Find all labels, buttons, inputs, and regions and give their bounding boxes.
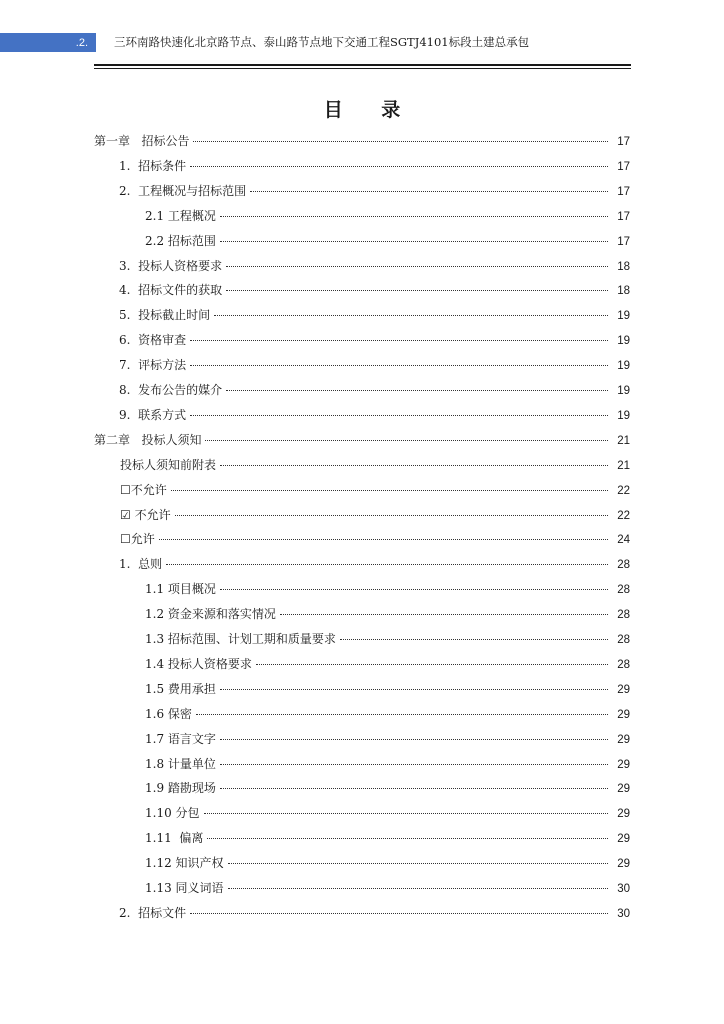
- toc-entry-label: 3. 投标人资格要求: [119, 258, 223, 273]
- toc-dot-leader: [175, 515, 608, 516]
- toc-dot-leader: [220, 241, 608, 242]
- toc-dot-leader: [214, 315, 608, 316]
- toc-entry[interactable]: [0, 132, 724, 157]
- toc-entry[interactable]: [0, 431, 724, 456]
- toc-dot-leader: [280, 614, 608, 615]
- toc-entry-label: 1.2 资金来源和落实情况: [145, 607, 276, 622]
- toc-dot-leader: [190, 913, 608, 914]
- toc-entry-label: 1.3 招标范围、计划工期和质量要求: [145, 632, 336, 646]
- page-number: .2.: [75, 36, 88, 49]
- toc-entry[interactable]: [0, 506, 724, 531]
- toc-entry[interactable]: [0, 655, 724, 680]
- toc-entry-page: 24: [617, 534, 630, 547]
- toc-entry-label: 1.10 分包: [145, 806, 200, 821]
- toc-entry-page: 28: [617, 658, 630, 671]
- toc-entry[interactable]: [0, 530, 724, 555]
- toc-dot-leader: [340, 639, 608, 640]
- toc-entry-label: 第二章 投标人须知: [94, 432, 202, 447]
- toc-entry-page: 18: [617, 260, 630, 273]
- toc-entry-page: 17: [617, 185, 630, 198]
- toc-entry-label: 1.1 项目概况: [145, 582, 216, 597]
- toc-dot-leader: [166, 564, 608, 565]
- toc-dot-leader: [190, 365, 608, 366]
- toc-entry-label: 5. 投标截止时间: [119, 308, 211, 323]
- toc-dot-leader: [228, 888, 608, 889]
- toc-entry-page: 19: [617, 335, 630, 348]
- toc-entry-page: 29: [617, 733, 630, 746]
- toc-entry[interactable]: [0, 555, 724, 580]
- toc-entry-page: 22: [617, 509, 630, 522]
- toc-entry[interactable]: [0, 257, 724, 282]
- toc-entry[interactable]: [0, 481, 724, 506]
- toc-entry-label: 4. 招标文件的获取: [119, 283, 223, 298]
- toc-title: 目 录: [323, 99, 417, 121]
- toc-entry-page: 29: [617, 833, 630, 846]
- toc-dot-leader: [190, 166, 608, 167]
- toc-entry-label: ☑ 不允许: [120, 507, 171, 522]
- toc-dot-leader: [207, 838, 608, 839]
- toc-entry-page: 30: [617, 883, 630, 895]
- toc-entry-label: 7. 评标方法: [119, 358, 187, 373]
- toc-entry-label: 2. 招标文件: [119, 905, 187, 920]
- header-rule-thick: [94, 64, 631, 66]
- toc-entry-page: 21: [617, 459, 630, 472]
- toc-entry[interactable]: [0, 779, 724, 804]
- toc-entry-label: 1.13 同义词语: [145, 881, 224, 895]
- toc-entry-page: 18: [617, 285, 630, 298]
- toc-entry-label: 投标人须知前附表: [120, 457, 217, 472]
- toc-entry-label: 1. 总则: [119, 557, 163, 572]
- toc-entry-label: 1.8 计量单位: [145, 756, 216, 771]
- toc-entry[interactable]: [0, 879, 724, 904]
- toc-entry-page: 29: [617, 708, 630, 721]
- toc-entry[interactable]: [0, 331, 724, 356]
- toc-dot-leader: [190, 415, 608, 416]
- toc-dot-leader: [220, 689, 608, 690]
- toc-entry-label: 1.5 费用承担: [145, 681, 216, 696]
- toc-entry-page: 22: [617, 484, 630, 497]
- toc-dot-leader: [159, 539, 608, 540]
- toc-dot-leader: [250, 191, 608, 192]
- toc-entry[interactable]: [0, 755, 724, 780]
- toc-entry-page: 19: [617, 385, 630, 397]
- toc-entry-label: 1.6 保密: [145, 706, 192, 721]
- toc-entry-page: 17: [617, 136, 630, 148]
- page-number-tab: [0, 33, 96, 52]
- toc-entry-label: 8. 发布公告的媒介: [119, 383, 223, 397]
- toc-entry[interactable]: [0, 281, 724, 306]
- toc-entry[interactable]: [0, 381, 724, 406]
- toc-entry[interactable]: [0, 730, 724, 755]
- header-rule-thin: [94, 68, 631, 69]
- toc-dot-leader: [256, 664, 608, 665]
- toc-entry-page: 29: [617, 808, 630, 821]
- toc-entry-page: 21: [617, 434, 630, 447]
- toc-dot-leader: [228, 863, 608, 864]
- toc-dot-leader: [190, 340, 608, 341]
- toc-entry[interactable]: [0, 804, 724, 829]
- toc-dot-leader: [226, 390, 608, 391]
- toc-entry-label: 1.7 语言文字: [145, 731, 216, 746]
- toc-entry-page: 17: [617, 210, 630, 223]
- toc-entry-label: 1.12 知识产权: [145, 856, 224, 871]
- toc-entry[interactable]: [0, 182, 724, 207]
- toc-entry[interactable]: [0, 306, 724, 331]
- toc-entry-page: 17: [617, 235, 630, 248]
- toc-entry[interactable]: [0, 680, 724, 705]
- toc-entry[interactable]: [0, 207, 724, 232]
- toc-entry[interactable]: [0, 456, 724, 481]
- toc-entry[interactable]: [0, 605, 724, 630]
- toc-dot-leader: [171, 490, 608, 491]
- toc-entry-page: 28: [617, 634, 630, 646]
- toc-dot-leader: [220, 739, 608, 740]
- toc-entry-page: 28: [617, 559, 630, 572]
- toc-dot-leader: [220, 465, 608, 466]
- toc-entry-label: ☐不允许: [120, 482, 167, 497]
- toc-entry-label: 2.1 工程概况: [145, 208, 216, 223]
- toc-entry[interactable]: [0, 406, 724, 431]
- toc-dot-leader: [220, 589, 608, 590]
- toc-entry[interactable]: [0, 705, 724, 730]
- toc-entry-label: 第一章 招标公告: [94, 134, 190, 148]
- toc-dot-leader: [204, 813, 608, 814]
- toc-dot-leader: [226, 290, 608, 291]
- toc-entry[interactable]: [0, 232, 724, 257]
- header-title: 三环南路快速化北京路节点、泰山路节点地下交通工程SGTJ4101标段土建总承包: [114, 35, 530, 49]
- toc-entry-label: 2.2 招标范围: [145, 233, 216, 248]
- toc-entry[interactable]: [0, 630, 724, 655]
- toc-entry[interactable]: [0, 829, 724, 854]
- toc-entry-page: 29: [617, 683, 630, 696]
- toc-entry-page: 30: [617, 907, 630, 920]
- toc-dot-leader: [220, 788, 608, 789]
- toc-entry-page: 19: [617, 310, 630, 323]
- toc-entry-page: 28: [617, 584, 630, 597]
- toc-entry-label: 1.9 踏勘现场: [145, 781, 216, 796]
- toc-entry-page: 17: [617, 160, 630, 173]
- toc-dot-leader: [220, 764, 608, 765]
- toc-entry-page: 19: [617, 360, 630, 373]
- toc-entry[interactable]: [0, 854, 724, 879]
- toc-entry-label: 1. 招标条件: [119, 158, 187, 173]
- toc-entry-page: 19: [617, 409, 630, 422]
- toc-entry-page: 28: [617, 609, 630, 622]
- toc-dot-leader: [196, 714, 608, 715]
- toc-entry[interactable]: [0, 580, 724, 605]
- toc-dot-leader: [205, 440, 608, 441]
- toc-entry-label: ☐允许: [120, 532, 155, 547]
- toc-entry[interactable]: [0, 356, 724, 381]
- toc-entry-page: 29: [617, 758, 630, 771]
- toc-dot-leader: [193, 141, 608, 142]
- toc-entry-label: 2. 工程概况与招标范围: [119, 183, 247, 198]
- toc-entry-page: 29: [617, 858, 630, 871]
- toc-dot-leader: [220, 216, 608, 217]
- toc-entry[interactable]: [0, 904, 724, 929]
- toc-entry-label: 9. 联系方式: [119, 407, 187, 422]
- toc-entry-label: 1.11 偏离: [145, 831, 204, 846]
- toc-dot-leader: [226, 266, 608, 267]
- toc-entry-page: 29: [617, 783, 630, 796]
- toc-entry-label: 1.4 投标人资格要求: [145, 656, 252, 671]
- toc-entry[interactable]: [0, 157, 724, 182]
- toc-entry-label: 6. 资格审查: [119, 333, 187, 348]
